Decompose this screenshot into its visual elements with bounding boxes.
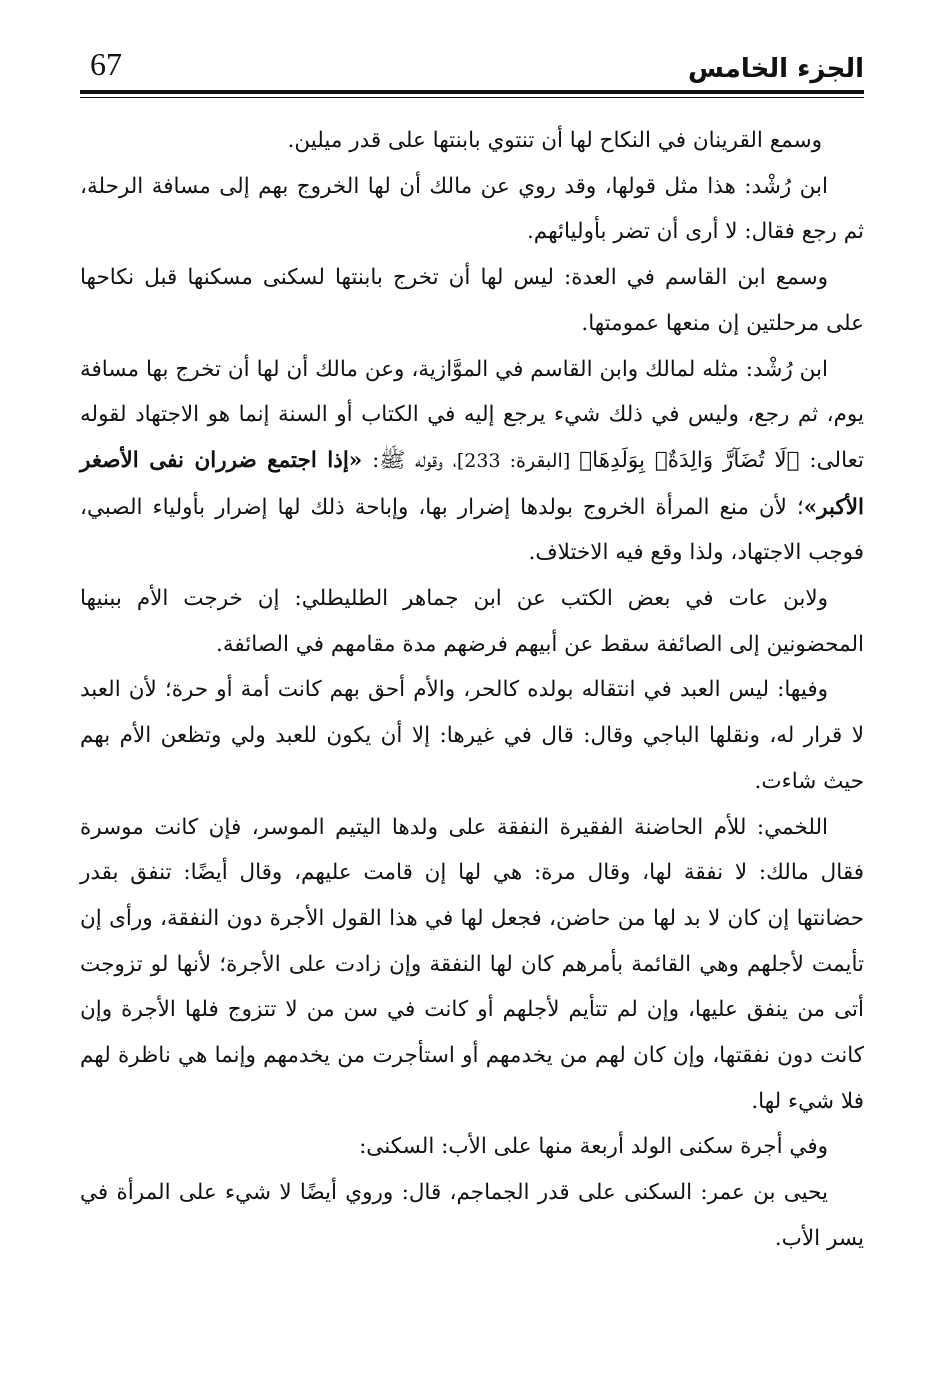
- paragraph-9: يحيى بن عمر: السكنى على قدر الجماجم، قال: وروي أيضًا لا شيء على المرأة في يسر الأب.: [80, 1180, 864, 1251]
- page-header: [80, 40, 864, 92]
- header-rule-thin: [80, 97, 864, 98]
- header-rule-thick: [80, 90, 864, 94]
- paragraph-2: ابن رُشْد: هذا مثل قولها، وقد روي عن مالك أن لها الخروج بهم إلى مسافة الرحلة، ثم رجع فقال: لا أرى أن تضر بأوليائهم.: [80, 173, 864, 245]
- paragraph-3: وسمع ابن القاسم في العدة: ليس لها أن تخرج بابنتها لسكنى مسكنها قبل نكاحها على مرحلتين إن منعها عمومتها.: [80, 265, 864, 336]
- quran-verse: ﴿لَا تُضَآرَّ وَالِدَةٌۢ بِوَلَدِهَا﴾: [579, 447, 800, 473]
- running-title: الجزء الخامس: [688, 54, 864, 84]
- paragraph-5: ولابن عات في بعض الكتب عن ابن جماهر الطليطلي: إن خرجت الأم ببنيها المحضونين إلى الصائفة سقط عن أبيهم فرضهم مدة مقامهم في الصائفة.: [80, 586, 864, 657]
- quran-reference: [البقرة: 233]: [456, 449, 580, 472]
- page-number: 67: [90, 46, 122, 82]
- paragraph-4-text-b: ، وقوله ﷺ:: [362, 447, 457, 473]
- paragraph-7: اللخمي: للأم الحاضنة الفقيرة النفقة على ولدها اليتيم الموسر، فإن كانت موسرة فقال مالك: لا نفقة لها، وقال مرة: هي لها إن قامت عليهم، وقال أيضًا: تنفق بقدر حضانتها إن كان لا بد لها من حاضن، فجعل لها في هذا القول الأجرة دون النفقة، ورأى إن تأيمت لأجلهم وهي القائمة بأمرهم كان لها النفقة وإن زادت على الأجرة؛ لأنها لو تزوجت أتى من ينفق عليها، وإن لم تتأيم لأجلهم أو كانت في سن من لا تتزوج فلها الأجرة وإن كانت دون نفقتها، وإن كان لهم من يخدمهم أو استأجرت من يخدمهم وإنما هي ناظرة لهم فلا شيء لها.: [80, 814, 864, 1114]
- paragraph-8: وفي أجرة سكنى الولد أربعة منها على الأب: السكنى:: [359, 1134, 828, 1160]
- paragraph-6: وفيها: ليس العبد في انتقاله بولده كالحر، والأم أحق بهم كانت أمة أو حرة؛ لأن العبد لا قرار له، ونقلها الباجي وقال: قال في غيرها: إلا أن يكون للعبد ولي وتظعن الأم بهم حيث شاءت.: [80, 677, 864, 794]
- paragraph-4: [80, 347, 864, 577]
- hadith-quote: «إذا اجتمع ضرران نفى الأصغر الأكبر»: [80, 447, 864, 520]
- paragraph-4-text-a: ابن رُشْد: مثله لمالك وابن القاسم في الموَّازية، وعن مالك أن لها أن تخرج بها مسافة يوم، ثم رجع، وليس في ذلك شيء يرجع إليه في الكتاب أو السنة إنما هو الاجتهاد لقوله تعالى:: [80, 356, 864, 473]
- body-text: [80, 118, 864, 1262]
- paragraph-4-text-c: ؛ لأن منع المرأة الخروج بولدها إضرار بها، وإباحة ذلك لها إضرار بأولياء الصبي، فوجب الاجتهاد، ولذا وقع فيه الاختلاف.: [80, 494, 864, 566]
- paragraph-1: وسمع القرينان في النكاح لها أن تنتوي بابنتها على قدر ميلين.: [287, 128, 822, 153]
